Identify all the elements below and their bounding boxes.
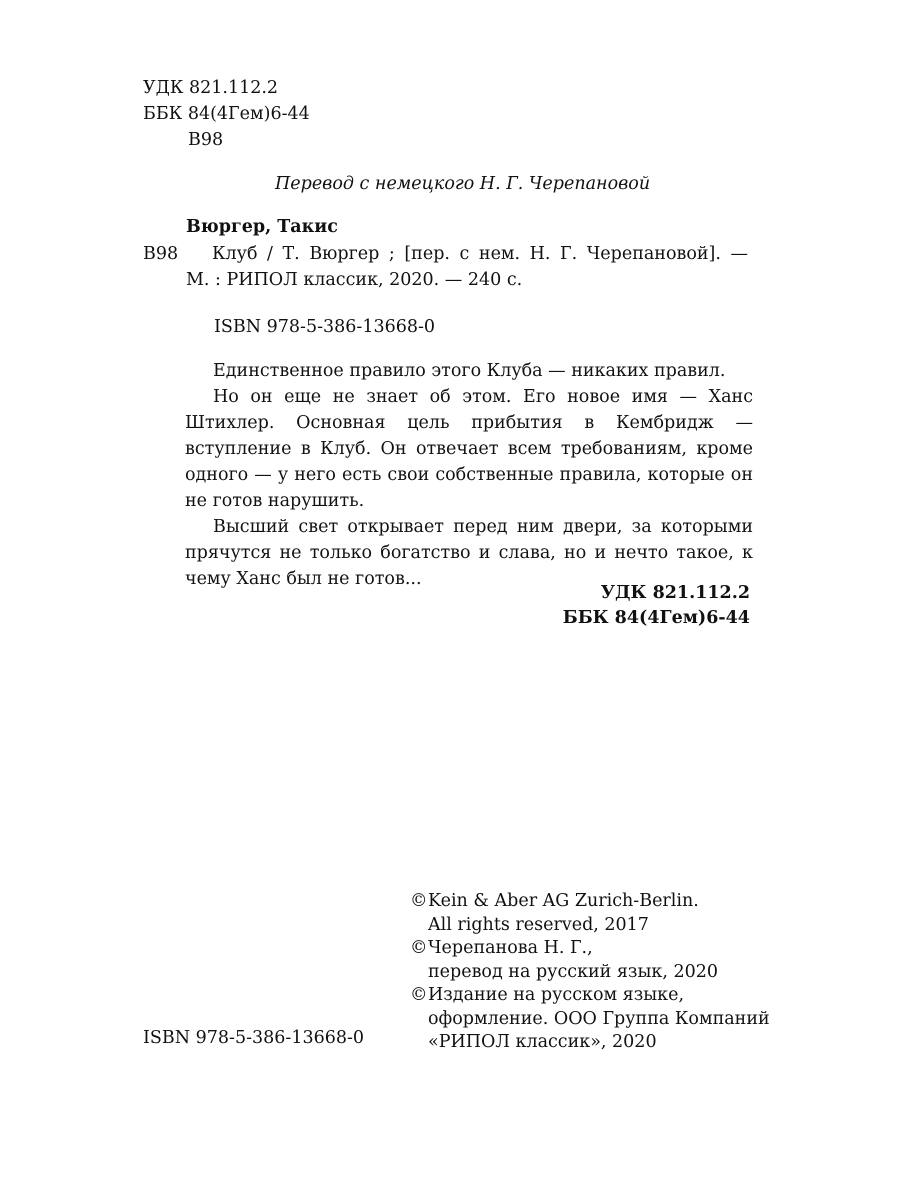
copyright-block: [410, 890, 770, 1055]
copyright-symbol: ©: [410, 985, 428, 1005]
copyright-symbol: ©: [410, 891, 428, 911]
author-sign: В98: [188, 130, 224, 150]
udk-classification: УДК 821.112.2: [600, 583, 750, 603]
annotation-paragraph: Единственное правило этого Клуба — никаких правил.: [213, 361, 726, 381]
annotation: [185, 358, 753, 592]
translation-note: Перевод с немецкого Н. Г. Черепановой: [275, 174, 651, 194]
entry-sign: В98: [143, 244, 179, 264]
annotation-paragraph: Но он еще не знает об этом. Его новое имя — Ханс Штихлер. Основная цель прибытия в Кембридж — вступление в Клуб. Он отвечает всем требованиям, кроме одного — у него есть свои собственные правила, которые он не готов нарушить.: [185, 387, 753, 511]
copyright-line: оформление. ООО Группа Компаний: [428, 1008, 770, 1029]
copyright-line: перевод на русский язык, 2020: [428, 961, 719, 982]
udk-header: УДК 821.112.2: [143, 78, 279, 98]
entry-isbn: ISBN 978-5-386-13668-0: [214, 317, 436, 337]
annotation-paragraph: Высший свет открывает перед ним двери, за которыми прячутся не только богатство и слава, но и нечто такое, к чему Ханс был не готов...: [185, 517, 753, 589]
bbk-header: ББК 84(4Гем)6-44: [143, 104, 310, 124]
copyright-line: Издание на русском языке,: [428, 985, 685, 1005]
copyright-line: «РИПОЛ классик», 2020: [428, 1032, 657, 1052]
entry-heading: Вюргер, Такис: [186, 217, 338, 237]
copyright-line: Kein & Aber AG Zurich-Berlin.: [428, 891, 699, 911]
bottom-isbn: ISBN 978-5-386-13668-0: [143, 1028, 365, 1048]
biblio-line-2: М. : РИПОЛ классик, 2020. — 240 с.: [186, 270, 523, 290]
copyright-symbol: ©: [410, 938, 428, 958]
biblio-line-1: Клуб / Т. Вюргер ; [пер. с нем. Н. Г. Черепановой]. —: [212, 244, 748, 264]
copyright-line: Черепанова Н. Г.,: [428, 938, 593, 958]
copyright-line: All rights reserved, 2017: [428, 914, 649, 935]
bbk-classification: ББК 84(4Гем)6-44: [562, 608, 750, 628]
